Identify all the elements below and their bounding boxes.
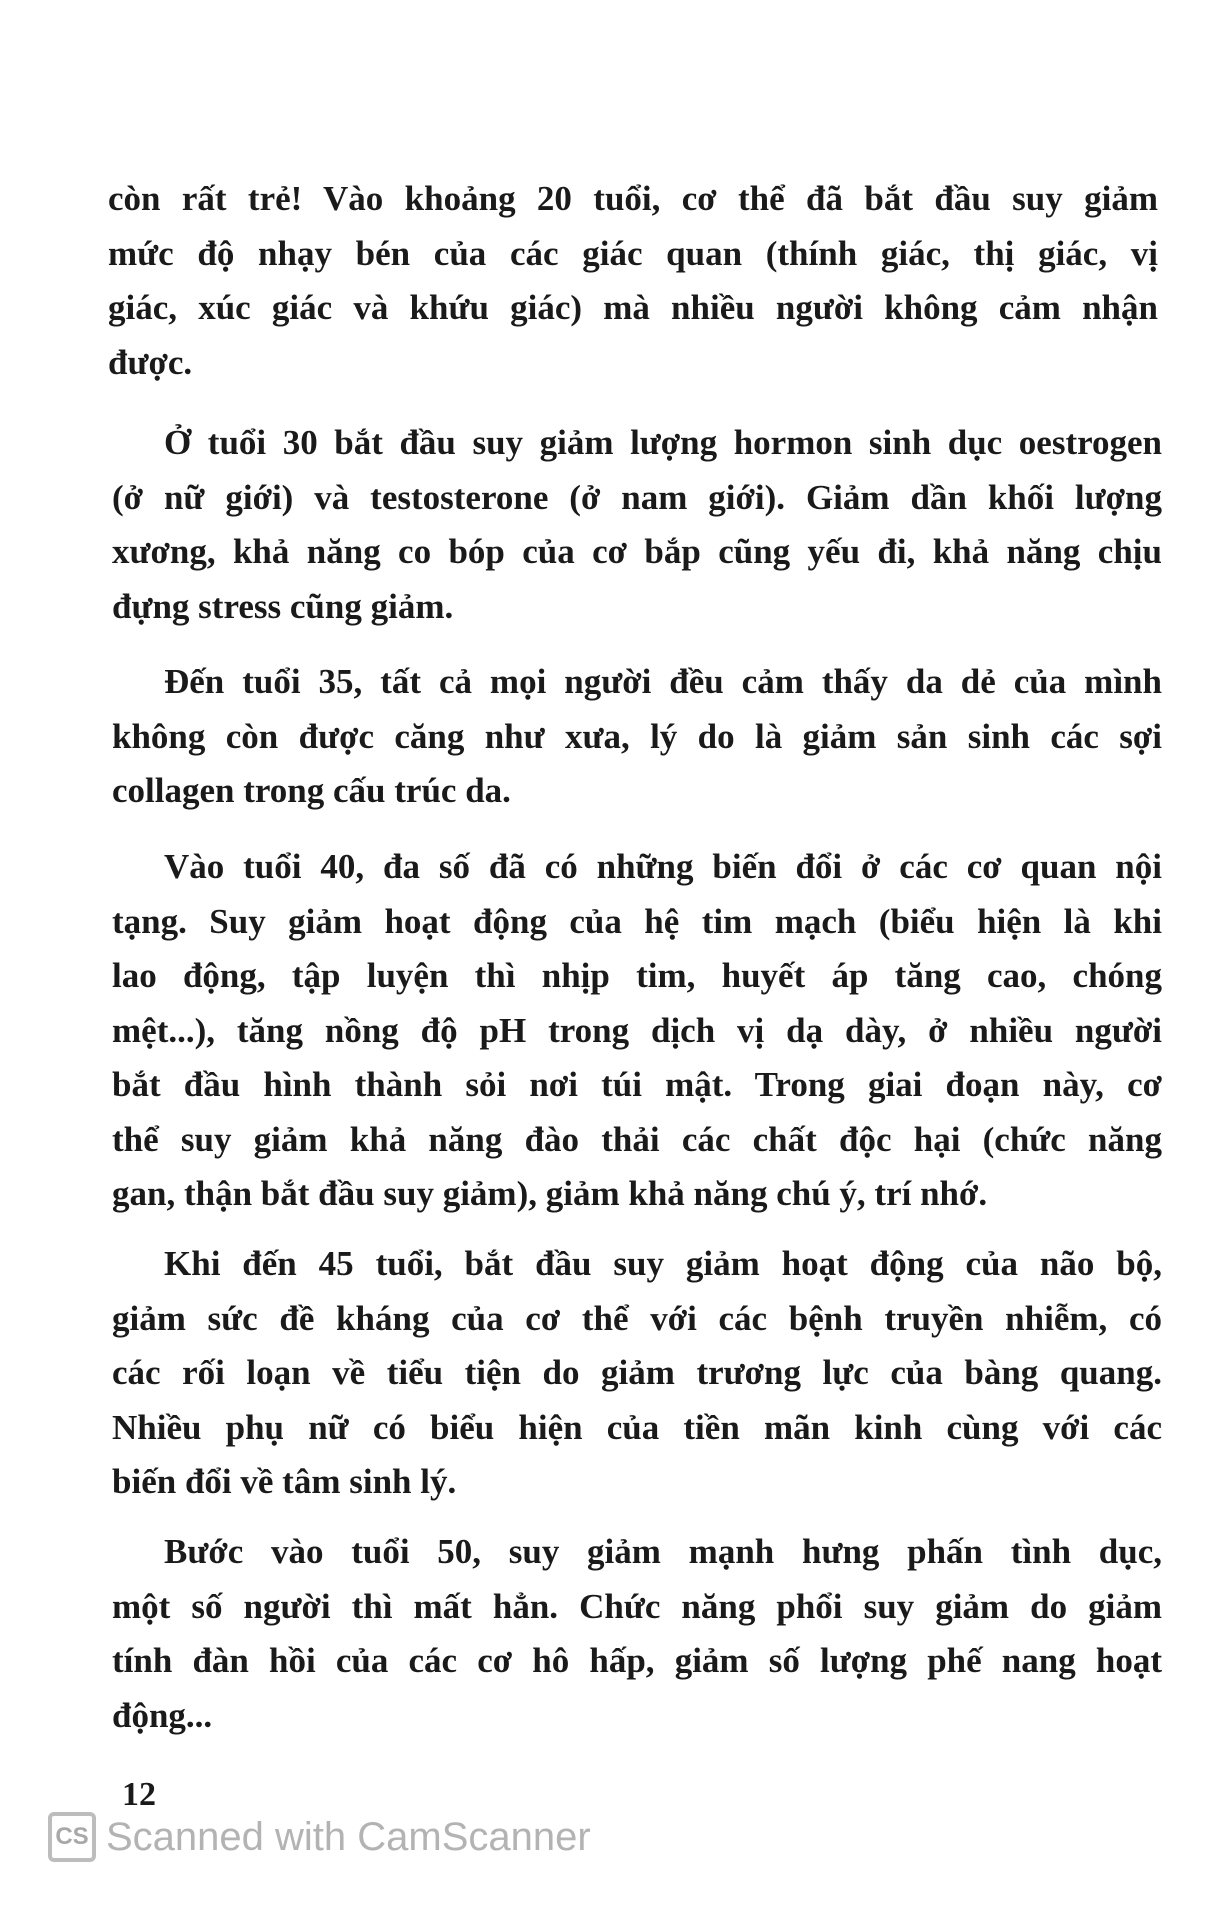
paragraph	[112, 1237, 1162, 1510]
text-line: Nhiều phụ nữ có biểu hiện của tiền mãn kinh cùng với các	[112, 1407, 1162, 1447]
text-line: còn rất trẻ! Vào khoảng 20 tuổi, cơ thể đã bắt đầu suy giảm	[108, 179, 1158, 218]
text-line: mức độ nhạy bén của các giác quan (thính giác, thị giác, vị	[108, 233, 1158, 273]
paragraph	[108, 172, 1158, 390]
text-line: lao động, tập luyện thì nhịp tim, huyết áp tăng cao, chóng	[112, 956, 1162, 995]
text-line: không còn được căng như xưa, lý do là giảm sản sinh các sợi	[112, 716, 1162, 756]
watermark-text: Scanned with CamScanner	[106, 1814, 591, 1859]
text-line: đựng stress cũng giảm.	[112, 586, 454, 626]
text-line: Đến tuổi 35, tất cả mọi người đều cảm thấy da dẻ của mình	[164, 662, 1162, 701]
text-line: thể suy giảm khả năng đào thải các chất độc hại (chức năng	[112, 1119, 1162, 1159]
text-line: giảm sức đề kháng của cơ thể với các bệnh truyền nhiễm, có	[112, 1298, 1162, 1338]
text-line: Khi đến 45 tuổi, bắt đầu suy giảm hoạt động của não bộ,	[164, 1244, 1162, 1283]
text-line: được.	[108, 342, 193, 382]
text-line: động...	[112, 1695, 213, 1735]
text-line: một số người thì mất hẳn. Chức năng phổi suy giảm do giảm	[112, 1586, 1162, 1626]
text-line: xương, khả năng co bóp của cơ bắp cũng yếu đi, khả năng chịu	[112, 532, 1162, 571]
text-line: Bước vào tuổi 50, suy giảm mạnh hưng phấn tình dục,	[164, 1532, 1162, 1571]
paragraph	[112, 1525, 1162, 1743]
text-line: tạng. Suy giảm hoạt động của hệ tim mạch (biểu hiện là khi	[112, 901, 1162, 941]
text-line: các rối loạn về tiểu tiện do giảm trương lực của bàng quang.	[112, 1353, 1162, 1392]
text-line: collagen trong cấu trúc da.	[112, 771, 511, 810]
text-line: biến đổi về tâm sinh lý.	[112, 1462, 457, 1501]
page-number: 12	[122, 1776, 156, 1813]
paragraph	[112, 655, 1162, 819]
text-line: tính đàn hồi của các cơ hô hấp, giảm số lượng phế nang hoạt	[112, 1641, 1162, 1680]
text-line: Vào tuổi 40, đa số đã có những biến đổi ở các cơ quan nội	[164, 847, 1162, 886]
text-line: Ở tuổi 30 bắt đầu suy giảm lượng hormon sinh dục oestrogen	[164, 423, 1162, 462]
camscanner-logo-icon: CS	[48, 1812, 96, 1862]
text-line: (ở nữ giới) và testosterone (ở nam giới). Giảm dần khối lượng	[112, 477, 1162, 517]
paragraph	[112, 416, 1162, 634]
paragraph	[112, 840, 1162, 1222]
text-line: mệt...), tăng nồng độ pH trong dịch vị dạ dày, ở nhiều người	[112, 1010, 1162, 1050]
text-line: gan, thận bắt đầu suy giảm), giảm khả năng chú ý, trí nhớ.	[112, 1174, 988, 1213]
text-line: bắt đầu hình thành sỏi nơi túi mật. Trong giai đoạn này, cơ	[112, 1065, 1162, 1104]
camscanner-watermark	[48, 1812, 591, 1862]
text-line: giác, xúc giác và khứu giác) mà nhiều người không cảm nhận	[108, 288, 1158, 327]
